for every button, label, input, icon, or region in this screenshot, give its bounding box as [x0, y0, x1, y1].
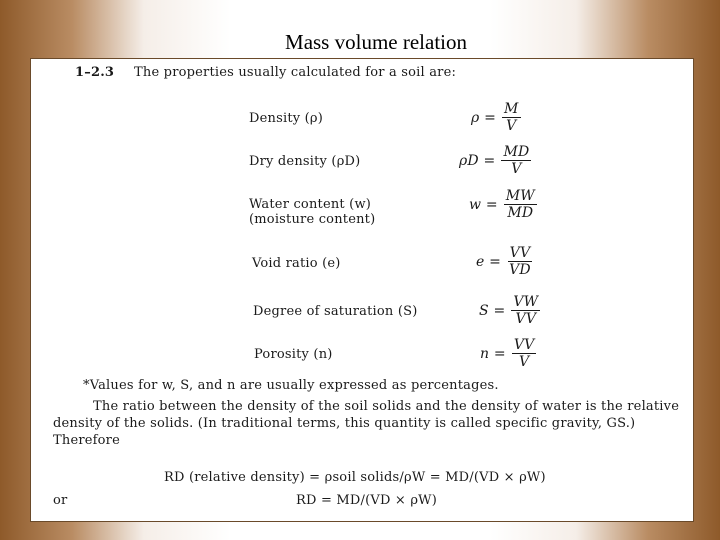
- property-label-porosity: Porosity (n): [254, 347, 333, 362]
- relative-density-paragraph: The ratio between the density of the soil solids and the density of water is the relative density of the solids. (In traditional terms, this quantity is called specific gravity, GS.) Therefore: [53, 399, 680, 448]
- fraction: $\frac{VV}{VD}$: [509, 245, 531, 278]
- property-label-density: Density (ρ): [249, 111, 324, 126]
- fraction: $\frac{MW}{MD}$: [505, 188, 535, 221]
- fraction: $\frac{MD}{V}$: [503, 144, 530, 177]
- formula-void-ratio: e = $\frac{VV}{VD}$: [476, 245, 531, 278]
- or-label: or: [53, 493, 68, 508]
- fraction: $\frac{VW}{VV}$: [513, 294, 539, 327]
- formula-density: ρ = $\frac{M}{V}$: [471, 101, 519, 134]
- fraction: $\frac{M}{V}$: [504, 101, 519, 134]
- section-number: 1–2.3: [75, 65, 115, 80]
- section-intro: The properties usually calculated for a soil are:: [134, 65, 457, 80]
- formula-degree-of-saturation: S = $\frac{VW}{VV}$: [479, 294, 539, 327]
- formula-water-content: w = $\frac{MW}{MD}$: [469, 188, 535, 221]
- formula-dry-density: ρD = $\frac{MD}{V}$: [459, 144, 530, 177]
- slide-title: Mass volume relation: [285, 30, 467, 54]
- fraction: $\frac{VV}{V}$: [513, 337, 535, 370]
- property-label-degree-of-saturation: Degree of saturation (S): [253, 304, 418, 319]
- property-label-dry-density: Dry density (ρD): [249, 154, 361, 169]
- relative-density-equation: RD (relative density) = ρsoil solids/ρW = MD/(VD × ρW): [164, 470, 546, 485]
- formula-porosity: n = $\frac{VV}{V}$: [480, 337, 535, 370]
- textbook-page: [30, 58, 694, 522]
- percentage-note: *Values for w, S, and n are usually expressed as percentages.: [83, 378, 499, 393]
- property-label-void-ratio: Void ratio (e): [252, 256, 341, 271]
- relative-density-short-equation: RD = MD/(VD × ρW): [296, 493, 437, 508]
- property-label-water-content: Water content (w) (moisture content): [249, 197, 376, 227]
